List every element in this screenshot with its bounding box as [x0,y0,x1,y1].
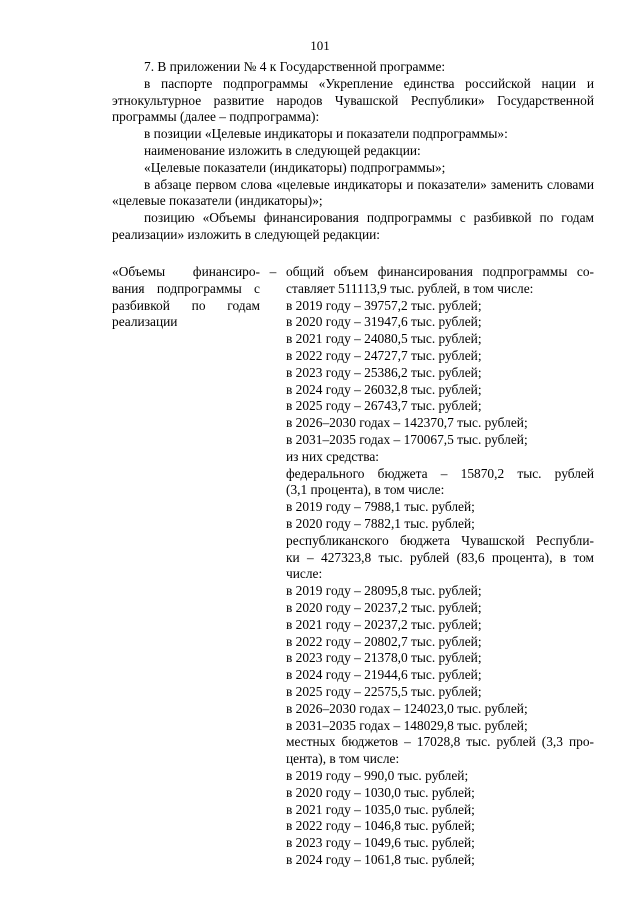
funding-line: республиканского бюджета Чувашской Республи- [286,532,594,548]
funding-line: в 2024 году – 26032,8 тыс. рублей; [286,381,482,397]
label-line: вания подпрограммы с [112,280,260,296]
funding-line: в 2024 году – 1061,8 тыс. рублей; [286,851,475,867]
funding-line: в 2020 году – 1030,0 тыс. рублей; [286,784,475,800]
funding-line: в 2025 году – 26743,7 тыс. рублей; [286,398,482,414]
funding-line: общий объем финансирования подпрограммы со- [286,264,594,279]
funding-content [286,264,594,869]
funding-line: ки – 427323,8 тыс. рублей (83,6 процента), в том [286,549,594,565]
label-line: «Объемы финансиро- [112,264,260,279]
funding-line: в 2019 году – 7988,1 тыс. рублей; [286,499,475,515]
funding-line: (3,1 процента), в том числе: [286,482,445,498]
funding-line: ставляет 511113,9 тыс. рублей, в том числе: [286,280,534,296]
naming-instruction: наименование изложить в следующей редакции: [144,142,421,158]
funding-line: в 2023 году – 25386,2 тыс. рублей; [286,364,482,380]
funding-line: в 2021 году – 20237,2 тыс. рублей; [286,616,482,632]
funding-line: в 2026–2030 годах – 124023,0 тыс. рублей; [286,700,528,716]
label-line: реализации [112,314,178,330]
passport-paragraph: в паспорте подпрограммы «Укрепление единства российской нации и этнокультурное развитие народов Чувашской Республики» Государственной программы (далее – подпрограмма): [112,75,594,125]
funding-line: в 2023 году – 1049,6 тыс. рублей; [286,835,475,851]
funding-line: в 2023 году – 21378,0 тыс. рублей; [286,650,482,666]
funding-line: в 2019 году – 990,0 тыс. рублей; [286,767,469,783]
funding-line: в 2021 году – 1035,0 тыс. рублей; [286,801,475,817]
funding-line: в 2021 году – 24080,5 тыс. рублей; [286,331,482,347]
funding-line: из них средства: [286,448,380,464]
funding-line: федерального бюджета – 15870,2 тыс. рублей [286,465,594,481]
new-name: «Целевые показатели (индикаторы) подпрограммы»; [144,159,446,175]
funding-line: числе: [286,566,323,582]
separator-dash: – [269,264,277,279]
funding-line: в 2020 году – 31947,6 тыс. рублей; [286,314,482,330]
funding-line: в 2022 году – 24727,7 тыс. рублей; [286,347,482,363]
funding-line: в 2025 году – 22575,5 тыс. рублей; [286,683,482,699]
funding-line: в 2019 году – 28095,8 тыс. рублей; [286,583,482,599]
funding-line: в 2026–2030 годах – 142370,7 тыс. рублей; [286,415,528,431]
funding-line: в 2019 году – 39757,2 тыс. рублей; [286,297,482,313]
funding-position-instruction: позицию «Объемы финансирования подпрограммы с разбивкой по годам реализации» изложить в следующей редакции: [112,210,594,242]
funding-line: в 2020 году – 20237,2 тыс. рублей; [286,599,482,615]
amendment-heading: 7. В приложении № 4 к Государственной программе: [144,59,446,74]
funding-line: в 2031–2035 годах – 148029,8 тыс. рублей; [286,717,528,733]
replace-instruction: в абзаце первом слова «целевые индикаторы и показатели» заменить словами «целевые показатели (индикаторы)»; [112,176,594,209]
funding-line: в 2020 году – 7882,1 тыс. рублей; [286,515,475,531]
funding-label [112,264,260,331]
funding-line: цента), в том числе: [286,751,400,767]
label-line: разбивкой по годам [112,297,260,313]
intro-text [112,59,594,244]
indicators-position: в позиции «Целевые индикаторы и показатели подпрограммы»: [144,126,508,142]
funding-line: в 2022 году – 1046,8 тыс. рублей; [286,818,475,834]
funding-line: в 2022 году – 20802,7 тыс. рублей; [286,633,482,649]
funding-line: в 2031–2035 годах – 170067,5 тыс. рублей; [286,431,528,447]
page-number: 101 [310,38,330,53]
funding-line: местных бюджетов – 17028,8 тыс. рублей (3,3 про- [286,734,594,750]
funding-line: в 2024 году – 21944,6 тыс. рублей; [286,667,482,683]
